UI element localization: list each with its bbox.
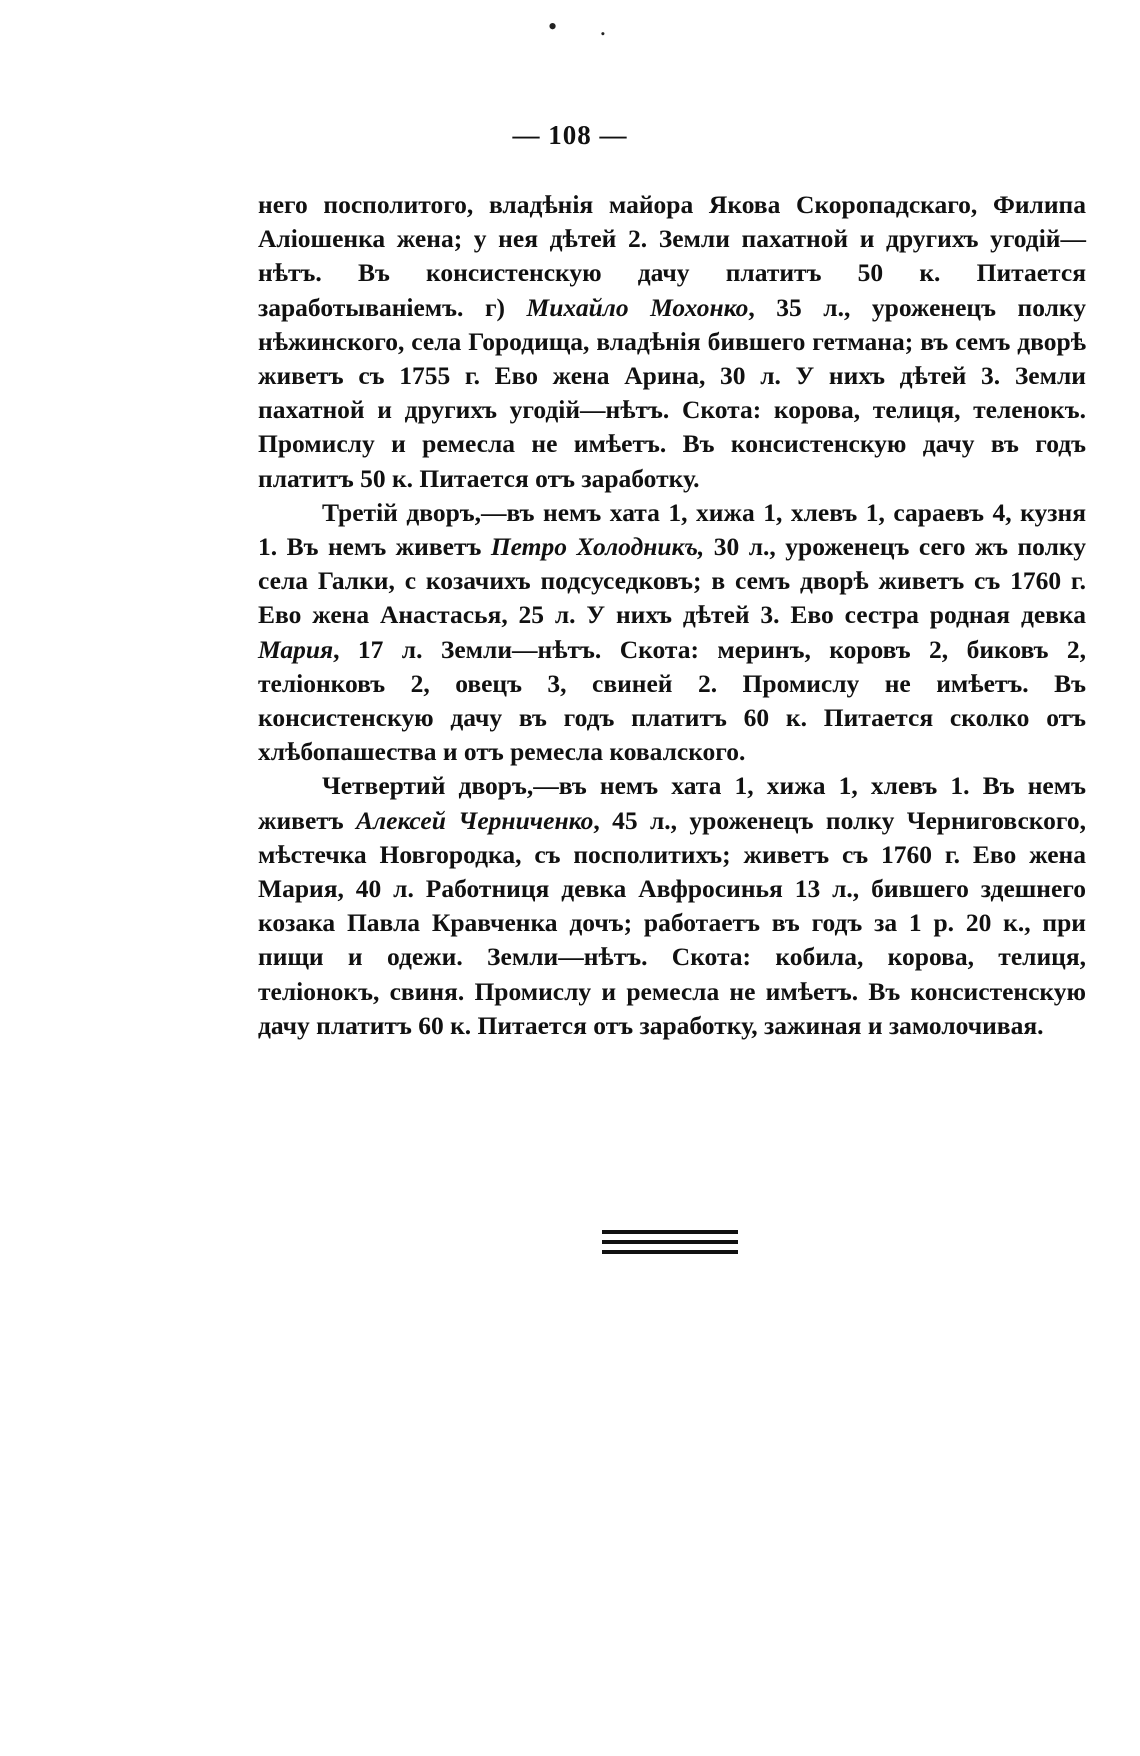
text-segment: , 17 л. Земли—нѣтъ. Скота: меринъ, коровъ 2, биковъ 2, теліонковъ 2, овецъ 3, свиней 2. Промислу не имѣетъ. Въ консистенскую дачу въ годъ платитъ 60 к. Питается сколко отъ хлѣбопашества и отъ ремесла ковалского.	[258, 634, 1086, 767]
page-number: — 108 —	[512, 120, 628, 150]
paragraph-3	[258, 769, 1086, 1043]
rule-line	[602, 1240, 738, 1244]
person-name-petro: Петро Холодникъ,	[490, 532, 705, 562]
scan-dots: • .	[548, 12, 625, 41]
rule-line	[602, 1250, 738, 1254]
text-segment: Четвертий дворъ,—въ немъ хата 1, хижа 1, хлевъ 1. Въ немъ живетъ	[258, 771, 1086, 835]
person-name-aleksey: Алексей Черниченко	[356, 805, 594, 835]
paragraph-2	[258, 496, 1086, 770]
person-name-mikhailo: Михайло Мохонко	[526, 292, 749, 322]
text-segment: 30 л., уроженецъ сего жъ полку села Галки, с козачихъ подсуседковъ; в семъ дворѣ живетъ съ 1760 г. Ево жена Анастасья, 25 л. У нихъ дѣтей 3. Ево сестра родная девка	[258, 532, 1086, 630]
text-segment: , 35 л., уроженецъ полку нѣжинского, села Городища, владѣнія бившего гетмана; въ семъ дворѣ живетъ съ 1755 г. Ево жена Арина, 30 л. У нихъ дѣтей 3. Земли пахатной и другихъ угодій—нѣтъ. Скота: корова, телиця, теленокъ. Промислу и ремесла не имѣетъ. Въ консистенскую дачу въ годъ платитъ 50 к. Питается отъ заработку.	[258, 292, 1086, 493]
rule-line	[602, 1230, 738, 1234]
text-segment: Третій дворъ,—въ немъ хата 1, хижа 1, хлевъ 1, сараевъ 4, кузня 1. Въ немъ живетъ	[258, 497, 1086, 562]
paragraph-1	[258, 188, 1086, 496]
section-end-rule	[602, 1230, 738, 1260]
text-segment: , 45 л., уроженецъ полку Черниговского, мѣстечка Новгородка, съ посполитихъ; живетъ съ 1760 г. Ево жена Мария, 40 л. Работниця девка Авфросинья 13 л., бившего здешнего козака Павла Кравченка дочъ; работаетъ въ годъ за 1 р. 20 к., при пищи и одежи. Земли—нѣтъ. Скота: кобила, корова, телиця, теліонокъ, свиня. Промислу и ремесла не имѣетъ. Въ консистенскую дачу платитъ 60 к. Питается отъ заработку, зажиная и замолочивая.	[258, 805, 1086, 1040]
text-segment: него посполитого, владѣнія майора Якова Скоропадскаго, Филипа Аліошенка жена; у нея дѣтей 2. Земли пахатной и другихъ угодій—нѣтъ. Въ консистенскую дачу платитъ 50 к. Питается заработываніемъ. г)	[258, 190, 1086, 322]
person-name-mariya: Мария	[258, 634, 334, 664]
body-text	[258, 188, 1086, 1043]
